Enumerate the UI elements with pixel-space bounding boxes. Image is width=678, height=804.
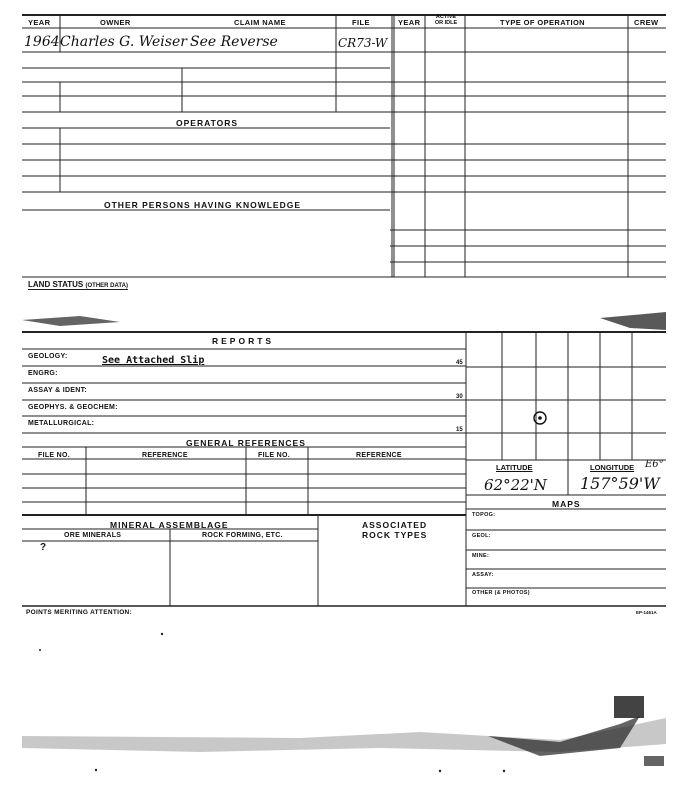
entry-file: CR73-W bbox=[338, 36, 388, 50]
operators-title: OPERATORS bbox=[176, 118, 239, 128]
maps-mine: MINE: bbox=[472, 553, 490, 559]
header-type-of-operation: TYPE OF OPERATION bbox=[500, 18, 586, 27]
header-or-idle-label: OR IDLE bbox=[434, 20, 458, 26]
header-year: YEAR bbox=[28, 18, 51, 27]
report-label-assay: ASSAY & IDENT: bbox=[28, 387, 88, 394]
header-active-label: ACTIVE bbox=[435, 14, 457, 20]
entry-year: 1964 bbox=[24, 34, 60, 50]
header-year-2: YEAR bbox=[398, 18, 421, 27]
mineral-assemblage-title: MINERAL ASSEMBLAGE bbox=[110, 520, 229, 530]
maps-topog: TOPOG: bbox=[472, 512, 496, 518]
genref-col-file-no-2: FILE NO. bbox=[258, 452, 290, 459]
entry-claim-name: See Reverse bbox=[190, 34, 278, 50]
maps-assay: ASSAY: bbox=[472, 572, 494, 578]
longitude-label: LONGITUDE bbox=[590, 463, 635, 472]
report-label-engrg: ENGRG: bbox=[28, 370, 58, 377]
report-value-geology: See Attached Slip bbox=[102, 355, 205, 366]
longitude-value: 157°59'W bbox=[580, 474, 660, 493]
latitude-label: LATITUDE bbox=[496, 463, 533, 472]
header-claim-name: CLAIM NAME bbox=[234, 18, 286, 27]
report-label-geology: GEOLOGY: bbox=[28, 353, 68, 360]
rock-forming-label: ROCK FORMING, ETC. bbox=[202, 532, 283, 539]
maps-title: MAPS bbox=[552, 499, 581, 509]
form-number: EP-1461A bbox=[636, 610, 657, 615]
report-label-metallurgical: METALLURGICAL: bbox=[28, 420, 95, 427]
ore-minerals-label: ORE MINERALS bbox=[64, 532, 122, 539]
maps-geol: GEOL: bbox=[472, 533, 491, 539]
reports-title: REPORTS bbox=[212, 336, 275, 346]
header-owner: OWNER bbox=[100, 18, 131, 27]
rock-types-label: ROCK TYPES bbox=[362, 530, 428, 540]
report-num-45: 45 bbox=[456, 360, 463, 366]
points-meriting-attention-label: POINTS MERITING ATTENTION: bbox=[26, 609, 133, 616]
general-references-title: GENERAL REFERENCES bbox=[186, 438, 306, 448]
header-file: FILE bbox=[352, 18, 370, 27]
associated-label: ASSOCIATED bbox=[362, 520, 428, 530]
genref-col-reference-1: REFERENCE bbox=[142, 452, 188, 459]
land-status-text: LAND STATUS bbox=[28, 280, 84, 289]
scan-noise bbox=[22, 312, 666, 772]
other-persons-title: OTHER PERSONS HAVING KNOWLEDGE bbox=[104, 200, 302, 210]
genref-col-reference-2: REFERENCE bbox=[356, 452, 402, 459]
latitude-value: 62°22'N bbox=[484, 476, 547, 494]
maps-other: OTHER (& PHOTOS) bbox=[472, 590, 530, 596]
header-crew: CREW bbox=[634, 18, 659, 27]
genref-col-file-no-1: FILE NO. bbox=[38, 452, 70, 459]
ore-minerals-value: ? bbox=[40, 542, 47, 553]
report-label-geophys: GEOPHYS. & GEOCHEM: bbox=[28, 404, 118, 411]
report-num-15: 15 bbox=[456, 427, 463, 433]
report-num-30: 30 bbox=[456, 394, 463, 400]
entry-owner: Charles G. Weiser bbox=[60, 34, 187, 50]
longitude-note: E6° bbox=[645, 459, 664, 470]
land-status-sub: (OTHER DATA) bbox=[85, 283, 128, 289]
